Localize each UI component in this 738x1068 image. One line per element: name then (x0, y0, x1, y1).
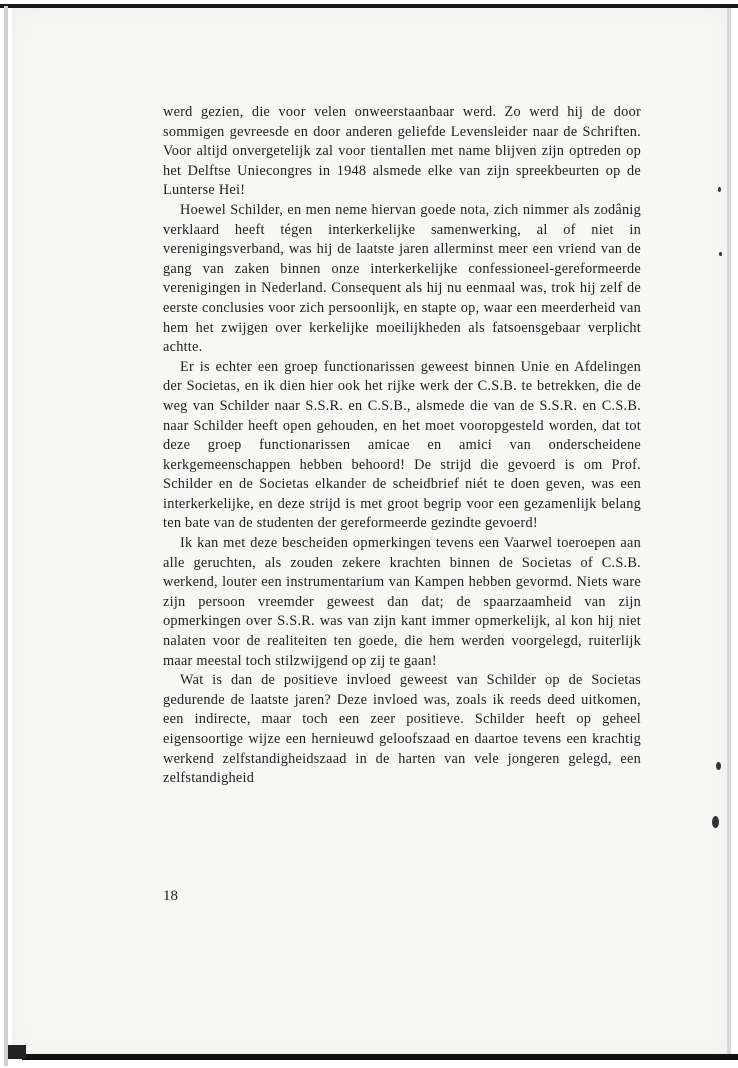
paragraph: Ik kan met deze bescheiden opmerkingen tevens een Vaarwel toeroepen aan alle geruchten, als zouden zekere krachten binnen de Societas of C.S.B. werkend, louter een instrumentarium van Kampen hebben gevormd. Niets ware zijn persoon vreemder geweest dan dat; de spaarzaamheid van zijn opmerkingen over S.S.R. was van zijn kant immer opmerkelijk, al kon hij niet nalaten voor de realiteiten ten goede, die hem werden voorgelegd, ruiterlijk maar meestal toch stilzwijgend op zij te gaan! (163, 535, 641, 669)
scan-speck (719, 252, 722, 256)
scan-speck (716, 762, 721, 770)
paragraph: werd gezien, die voor velen onweerstaanbaar werd. Zo werd hij de door sommigen gevreesde en door anderen geliefde Levensleider naar de Schriften. Voor altijd onvergetelijk zal voor tientallen met name blijven zijn optreden op het Delftse Uniecongres in 1948 alsmede elke van zijn spreekbeurten op de Lunterse Hei! (163, 104, 641, 199)
page-right-edge (727, 8, 731, 1058)
scan-left-border (4, 6, 8, 1066)
page-number: 18 (163, 888, 178, 904)
paragraph: Wat is dan de positieve invloed geweest van Schilder op de Societas gedurende de laatste jaren? Deze invloed was, zoals ik reeds deed uitkomen, een indirecte, maar toch een zeer positieve. Schilder heeft op geheel eigensoortige wijze een hernieuwd geloofszaad en daartoe tevens een krachtig werkend zelfstandigheidszaad in de harten van vele jongeren gelegd, een zelfstandigheid (163, 672, 641, 787)
body-text (163, 103, 641, 789)
scan-bottom-border (22, 1054, 738, 1060)
paragraph: Hoewel Schilder, en men neme hiervan goede nota, zich nimmer als zodânig verklaard heeft tégen interkerkelijke samenwerking, al of niet in verenigingsverband, was hij de laatste jaren allerminst meer een vriend van de gang van zaken binnen onze interkerkelijke confessioneel-gereformeerde verenigingen in Nederland. Consequent als hij nu eenmaal was, trok hij zelf de eerste conclusies voor zich persoonlijk, en stapte op, waar een meerderheid van hem het zwijgen over kerkelijke moeilijkheden als fatsoensgebaar verplicht achtte. (163, 201, 641, 356)
scan-bottom-corner (8, 1045, 26, 1059)
scan-speck (712, 816, 719, 828)
scan-speck (718, 187, 721, 192)
paragraph: Er is echter een groep functionarissen geweest binnen Unie en Afdelingen der Societas, en ik dien hier ook het rijke werk der C.S.B. te betrekken, die de weg van Schilder naar S.S.R. en C.S.B., alsmede die van de S.S.R. en C.S.B. naar Schilder heeft open gehouden, en het moet vooropgesteld worden, dat tot deze groep functionarissen amicae en amici van onderscheidene kerkgemeenschappen hebben behoord! De strijd die gevoerd is om Prof. Schilder en de Societas elkander de scheidbrief niét te doen geven, was een interkerkelijke, en deze strijd is met groot begrip voor een gezamenlijk belang ten bate van de studenten der gereformeerde gezindte gevoerd! (163, 358, 641, 532)
